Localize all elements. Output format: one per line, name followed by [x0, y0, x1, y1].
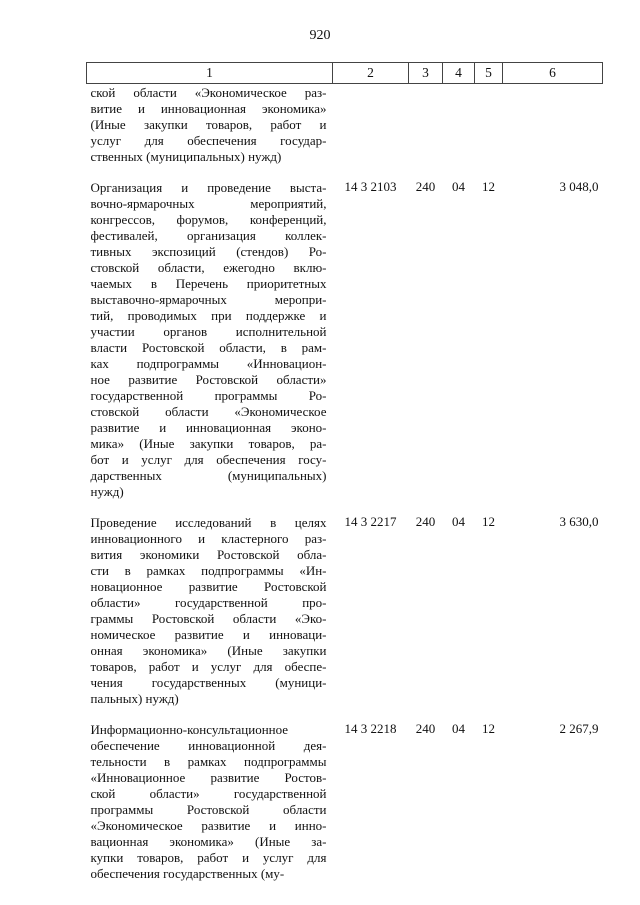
column-header-6: 6 [503, 63, 603, 84]
row-subsection: 12 [482, 179, 495, 194]
description-line: выставочно-ярмарочных меропри- [90, 292, 327, 307]
row-expense-type: 240 [415, 721, 436, 736]
row-target-code [333, 84, 409, 166]
description-line: тий, проводимых при поддержке и [90, 308, 327, 323]
column-header-4: 4 [443, 63, 475, 84]
description-line: ской области «Экономическое раз- [90, 85, 327, 100]
description-line: нужд) [90, 484, 124, 499]
description-line: развитие и инновационная эконо- [90, 420, 327, 435]
row-amount: 3 630,0 [559, 514, 599, 529]
row-spacer [87, 500, 603, 514]
row-target-code: 14 3 2103 [344, 179, 397, 194]
description-line: вочно-ярмарочных мероприятий, [90, 196, 327, 211]
description-line: ской области» государственной [90, 786, 327, 801]
row-expense-type [409, 84, 443, 166]
row-target-code: 14 3 2218 [344, 721, 397, 736]
description-line: тельности в рамках подпрограммы [90, 754, 327, 769]
row-amount: 3 048,0 [559, 179, 599, 194]
description-line: обеспечения государственных (му- [90, 866, 285, 881]
budget-table [86, 62, 603, 882]
description-line: области» государственной про- [90, 595, 327, 610]
row-description [87, 514, 333, 707]
description-line: Информационно-консультационное [90, 722, 289, 737]
description-line: (Иные закупки товаров, работ и [90, 117, 327, 132]
description-line: инновационного и кластерного раз- [90, 531, 327, 546]
description-line: «Экономическое развитие и инно- [90, 818, 327, 833]
description-line: Организация и проведение выста- [90, 180, 327, 195]
table-row [87, 514, 603, 707]
description-line: стовской области «Экономическое [90, 404, 327, 419]
description-line: программы Ростовской области [90, 802, 327, 817]
description-line: сти в рамках подпрограммы «Ин- [90, 563, 327, 578]
description-line: граммы Ростовской области «Эко- [90, 611, 327, 626]
description-line: новационное развитие Ростовской [90, 579, 327, 594]
row-section [443, 84, 475, 166]
row-description [87, 84, 333, 166]
description-line: участии органов исполнительной [90, 324, 327, 339]
row-spacer-cell [87, 165, 603, 179]
row-spacer [87, 707, 603, 721]
description-line: государственной программы Ро- [90, 388, 327, 403]
table-header-row [87, 63, 603, 84]
row-expense-type: 240 [415, 514, 436, 529]
description-line: товаров, работ и услуг для обеспе- [90, 659, 327, 674]
description-line: стовской области, ежегодно вклю- [90, 260, 327, 275]
description-line: власти Ростовской области, в рам- [90, 340, 327, 355]
description-line: Проведение исследований в целях [90, 515, 327, 530]
description-line: вития экономики Ростовской обла- [90, 547, 327, 562]
row-expense-type: 240 [415, 179, 436, 194]
row-spacer-cell [87, 500, 603, 514]
row-amount: 2 267,9 [559, 721, 599, 736]
description-line: «Инновационное развитие Ростов- [90, 770, 327, 785]
row-spacer [87, 165, 603, 179]
row-target-code: 14 3 2217 [344, 514, 397, 529]
row-section: 04 [452, 721, 465, 736]
column-header-3: 3 [409, 63, 443, 84]
row-spacer-cell [87, 707, 603, 721]
row-description [87, 179, 333, 500]
row-section: 04 [452, 514, 465, 529]
description-line: чаемых в Перечень приоритетных [90, 276, 327, 291]
row-description [87, 721, 333, 882]
description-line: витие и инновационная экономика» [90, 101, 327, 116]
table-body [87, 84, 603, 883]
description-line: бот и услуг для обеспечения госу- [90, 452, 327, 467]
row-subsection [475, 84, 503, 166]
description-line: тивных экспозиций (стендов) Ро- [90, 244, 327, 259]
description-line: чения государственных (муници- [90, 675, 327, 690]
description-line: дарственных (муниципальных) [90, 468, 327, 483]
row-subsection: 12 [482, 721, 495, 736]
description-line: ках подпрограммы «Инновацион- [90, 356, 327, 371]
description-line: вационная экономика» (Иные за- [90, 834, 327, 849]
page-number: 920 [309, 28, 331, 43]
description-line: обеспечение инновационной дея- [90, 738, 327, 753]
description-line: ное развитие Ростовской области» [90, 372, 327, 387]
description-line: пальных) нужд) [90, 691, 179, 706]
column-header-2: 2 [333, 63, 409, 84]
column-header-5: 5 [475, 63, 503, 84]
description-line: онная экономика» (Иные закупки [90, 643, 327, 658]
description-line: номическое развитие и инноваци- [90, 627, 327, 642]
description-line: мика» (Иные закупки товаров, ра- [90, 436, 327, 451]
description-line: конгрессов, форумов, конференций, [90, 212, 327, 227]
table-row [87, 179, 603, 500]
table-row [87, 84, 603, 166]
description-line: ственных (муниципальных) нужд) [90, 149, 282, 164]
row-amount [503, 84, 603, 166]
table-row [87, 721, 603, 882]
description-line: услуг для обеспечения государ- [90, 133, 327, 148]
description-line: купки товаров, работ и услуг для [90, 850, 327, 865]
row-section: 04 [452, 179, 465, 194]
row-subsection: 12 [482, 514, 495, 529]
column-header-1: 1 [87, 63, 333, 84]
description-line: фестивалей, организация коллек- [90, 228, 327, 243]
